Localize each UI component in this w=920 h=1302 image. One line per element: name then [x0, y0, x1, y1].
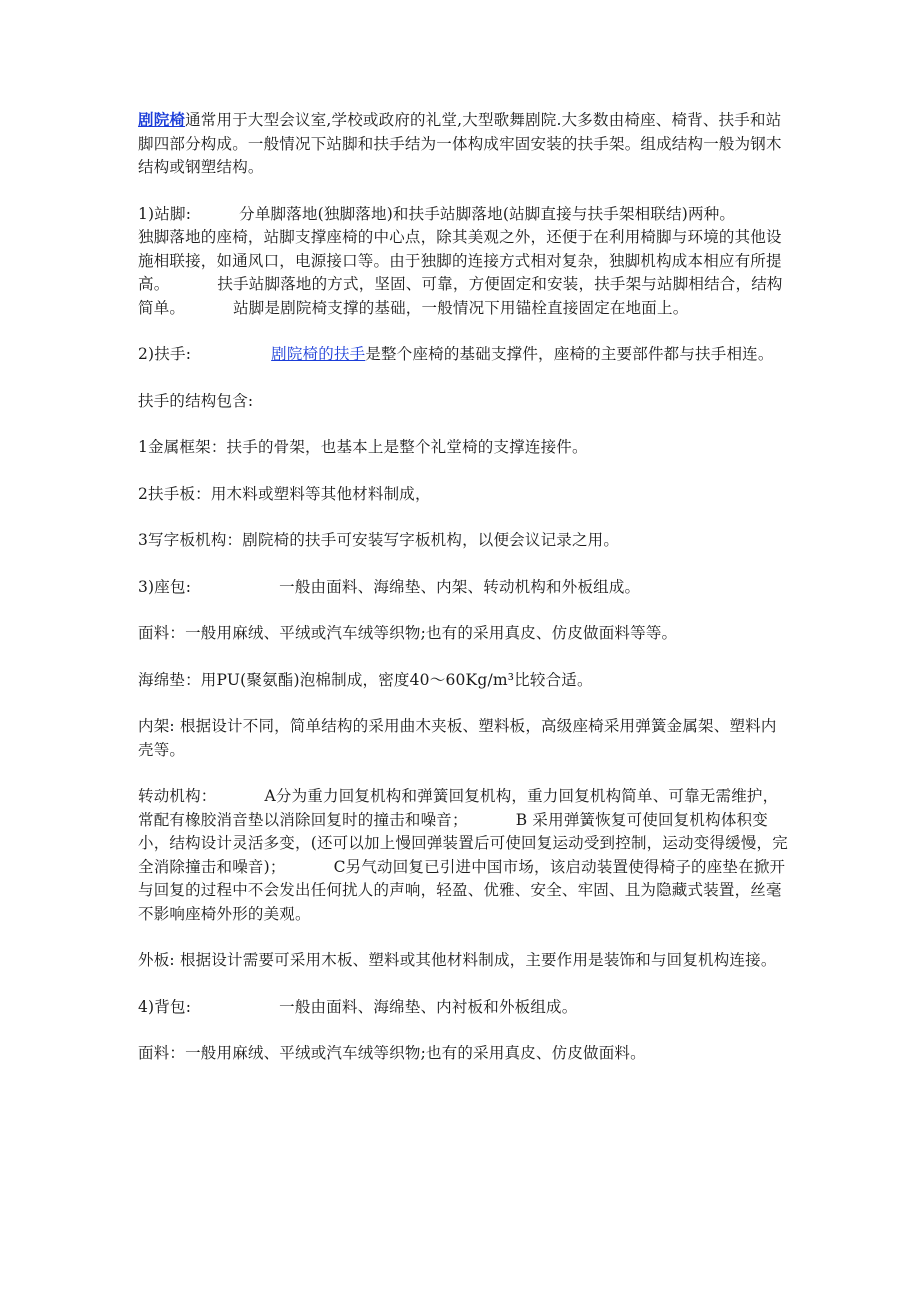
section-label: 1)站脚: [138, 204, 192, 223]
section-text: 一般由面料、海绵垫、内衬板和外板组成。 [279, 997, 578, 1016]
section-text: 站脚是剧院椅支撑的基础，一般情况下用锚栓直接固定在地面上。 [233, 298, 689, 317]
intro-paragraph [138, 108, 788, 180]
section-label: 4)背包: [138, 997, 192, 1016]
seat-sponge: 海绵垫：用PU(聚氨酯)泡棉制成，密度40～60Kg/m³比较合适。 [138, 670, 593, 689]
armrest-item: 3写字板机构：剧院椅的扶手可安装写字板机构，以便会议记录之用。 [138, 531, 620, 549]
section-text: 是整个座椅的基础支撑件，座椅的主要部件都与扶手相连。 [365, 345, 774, 363]
armrest-item: 1金属框架：扶手的骨架，也基本上是整个礼堂椅的支撑连接件。 [138, 438, 588, 456]
section-label: 2)扶手: [138, 345, 192, 363]
section-standing-feet [138, 203, 788, 321]
back-fabric: 面料：一般用麻绒、平绒或汽车绒等织物;也有的采用真皮、仿皮做面料。 [138, 1044, 646, 1062]
section-back [138, 996, 788, 1020]
seat-inner-frame: 内架: 根据设计不同，简单结构的采用曲木夹板、塑料板，高级座椅采用弹簧金属架、塑料内壳等。 [138, 717, 777, 759]
section-armrest [138, 343, 788, 367]
armrest-structure-heading: 扶手的结构包含: [138, 391, 254, 410]
armrest-item: 2扶手板：用木料或塑料等其他材料制成， [138, 484, 431, 503]
armrest-link[interactable]: 剧院椅的扶手 [271, 345, 366, 363]
rotation-option-a: A分为重力回复机构和弹簧回复机构，重力回复机构简单、可靠无需维护，常配有橡胶消音垫以消除回复时的撞击和噪音； [138, 787, 779, 829]
section-text: 独脚落地的座椅，站脚支撑座椅的中心点，除其美观之外，还便于在利用椅脚与环境的其他设施相联接，如通风口，电源接口等。由于独脚的连接方式相对复杂，独脚机构成本相应有所提高。 [138, 228, 782, 293]
seat-outer-panel: 外板: 根据设计需要可采用木板、塑料或其他材料制成，主要作用是装饰和与回复机构连接。 [138, 951, 777, 969]
section-text: 一般由面料、海绵垫、内架、转动机构和外板组成。 [279, 577, 641, 596]
rotation-option-c: C另气动回复已引进中国市场，该启动装置使得椅子的座垫在掀开与回复的过程中不会发出任何扰人的声响，轻盈、优雅、安全、牢固、且为隐藏式装置，丝毫不影响座椅外形的美观。 [138, 857, 786, 923]
section-text: 扶手站脚落地的方式，坚固、可靠，方便固定和安装，扶手架与站脚相结合，结构简单。 [138, 275, 783, 317]
intro-text: 通常用于大型会议室,学校或政府的礼堂,大型歌舞剧院.大多数由椅座、椅背、扶手和站脚四部分构成。一般情况下站脚和扶手结为一体构成牢固安装的扶手架。组成结构一般为钢木结构或钢塑结构。 [138, 111, 782, 176]
section-seat [138, 576, 788, 600]
rotation-option-b: B 采用弹簧恢复可使回复机构体积变小，结构设计灵活多变，(还可以加上慢回弹装置后可使回复运动受到控制，运动变得缓慢，完全消除撞击和噪音)； [138, 810, 788, 876]
section-label: 转动机构： [138, 787, 217, 805]
seat-fabric: 面料：一般用麻绒、平绒或汽车绒等织物;也有的采用真皮、仿皮做面料等等。 [138, 624, 678, 642]
section-label: 3)座包: [138, 577, 192, 596]
document-page [138, 108, 788, 1089]
theater-chair-link[interactable]: 剧院椅 [138, 110, 186, 129]
section-text: 分单脚落地(独脚落地)和扶手站脚落地(站脚直接与扶手架相联结)两种。 [239, 204, 736, 223]
seat-rotation-mechanism [138, 785, 788, 926]
